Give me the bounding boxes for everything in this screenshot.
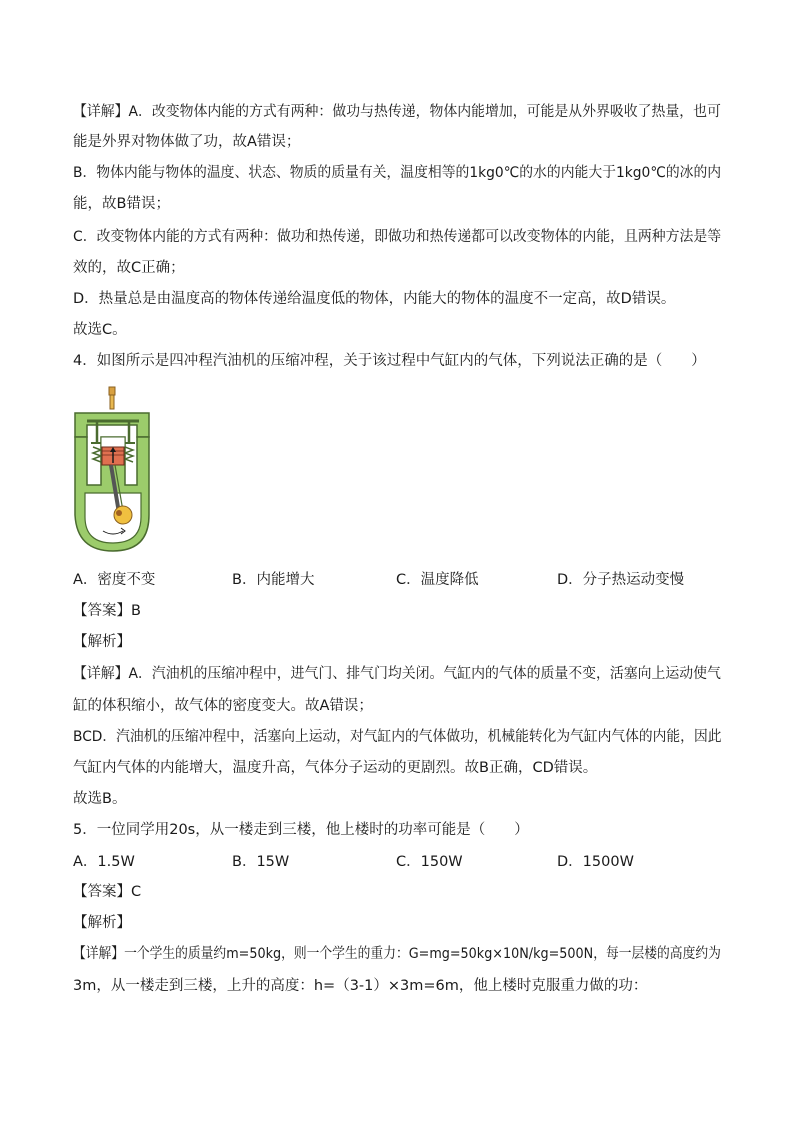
q5-analysis-heading: 【解析】 — [73, 915, 131, 931]
q4-analysis-heading: 【解析】 — [73, 634, 131, 650]
engine-compression-stroke-figure — [73, 385, 153, 553]
q5-option-a: A．1.5W — [73, 854, 135, 870]
q4-option-d: D．分子热运动变慢 — [557, 572, 685, 588]
q5-option-d: D．1500W — [557, 854, 634, 870]
cylinder-head — [75, 413, 149, 437]
q4-detail-line4: 气缸内气体的内能增大，温度升高，气体分子运动的更剧烈。故B正确，CD错误。 — [73, 760, 598, 776]
q3-option-b-line1: B．物体内能与物体的温度、状态、物质的质量有关，温度相等的1kg0℃的水的内能大于1kg0℃的冰的内 — [73, 165, 722, 181]
q3-option-d-line: D．热量总是由温度高的物体传递给温度低的物体，内能大的物体的温度不一定高，故D错误。 — [73, 291, 676, 307]
q5-detail-line1: 【详解】一个学生的质量约m=50kg，则一个学生的重力：G=mg=50kg×10N/kg=500N，每一层楼的高度约为 — [73, 946, 721, 962]
q5-stem: 5．一位同学用20s，从一楼走到三楼，他上楼时的功率可能是（ ） — [73, 822, 529, 838]
spark-plug-icon — [109, 387, 115, 395]
q3-option-c-line1: C．改变物体内能的方式有两种：做功和热传递，即做功和热传递都可以改变物体的内能，且两种方法是等 — [73, 229, 722, 245]
q3-option-c-line2: 效的，故C正确； — [73, 260, 185, 276]
q3-choose: 故选C。 — [73, 322, 127, 338]
q4-stem: 4．如图所示是四冲程汽油机的压缩冲程，关于该过程中气缸内的气体，下列说法正确的是（ ） — [73, 353, 706, 369]
q5-detail-line2: 3m，从一楼走到三楼，上升的高度：h=（3-1）×3m=6m，他上楼时克服重力做的功： — [73, 978, 648, 994]
q4-answer: 【答案】B — [73, 603, 141, 619]
q4-detail-line1: 【详解】A．汽油机的压缩冲程中，进气门、排气门均关闭。气缸内的气体的质量不变，活塞向上运动使气 — [73, 666, 721, 682]
q4-option-c: C．温度降低 — [396, 572, 479, 588]
q4-detail-line3: BCD．汽油机的压缩冲程中，活塞向上运动，对气缸内的气体做功，机械能转化为气缸内气体的内能，因此 — [73, 729, 722, 745]
q4-option-b: B．内能增大 — [232, 572, 315, 588]
q4-option-a: A．密度不变 — [73, 572, 156, 588]
crankshaft — [114, 506, 132, 524]
q4-choose: 故选B。 — [73, 791, 127, 807]
q5-option-b: B．15W — [232, 854, 290, 870]
q4-detail-line2: 缸的体积缩小，故气体的密度变大。故A错误； — [73, 698, 373, 714]
q5-answer: 【答案】C — [73, 884, 142, 900]
q3-detail-a-line2: 能是外界对物体做了功，故A错误； — [73, 134, 301, 150]
q5-option-c: C．150W — [396, 854, 463, 870]
q3-detail-a-line1: 【详解】A．改变物体内能的方式有两种：做功与热传递，物体内能增加，可能是从外界吸收了热量，也可 — [73, 104, 721, 120]
q3-option-b-line2: 能，故B错误； — [73, 196, 170, 212]
